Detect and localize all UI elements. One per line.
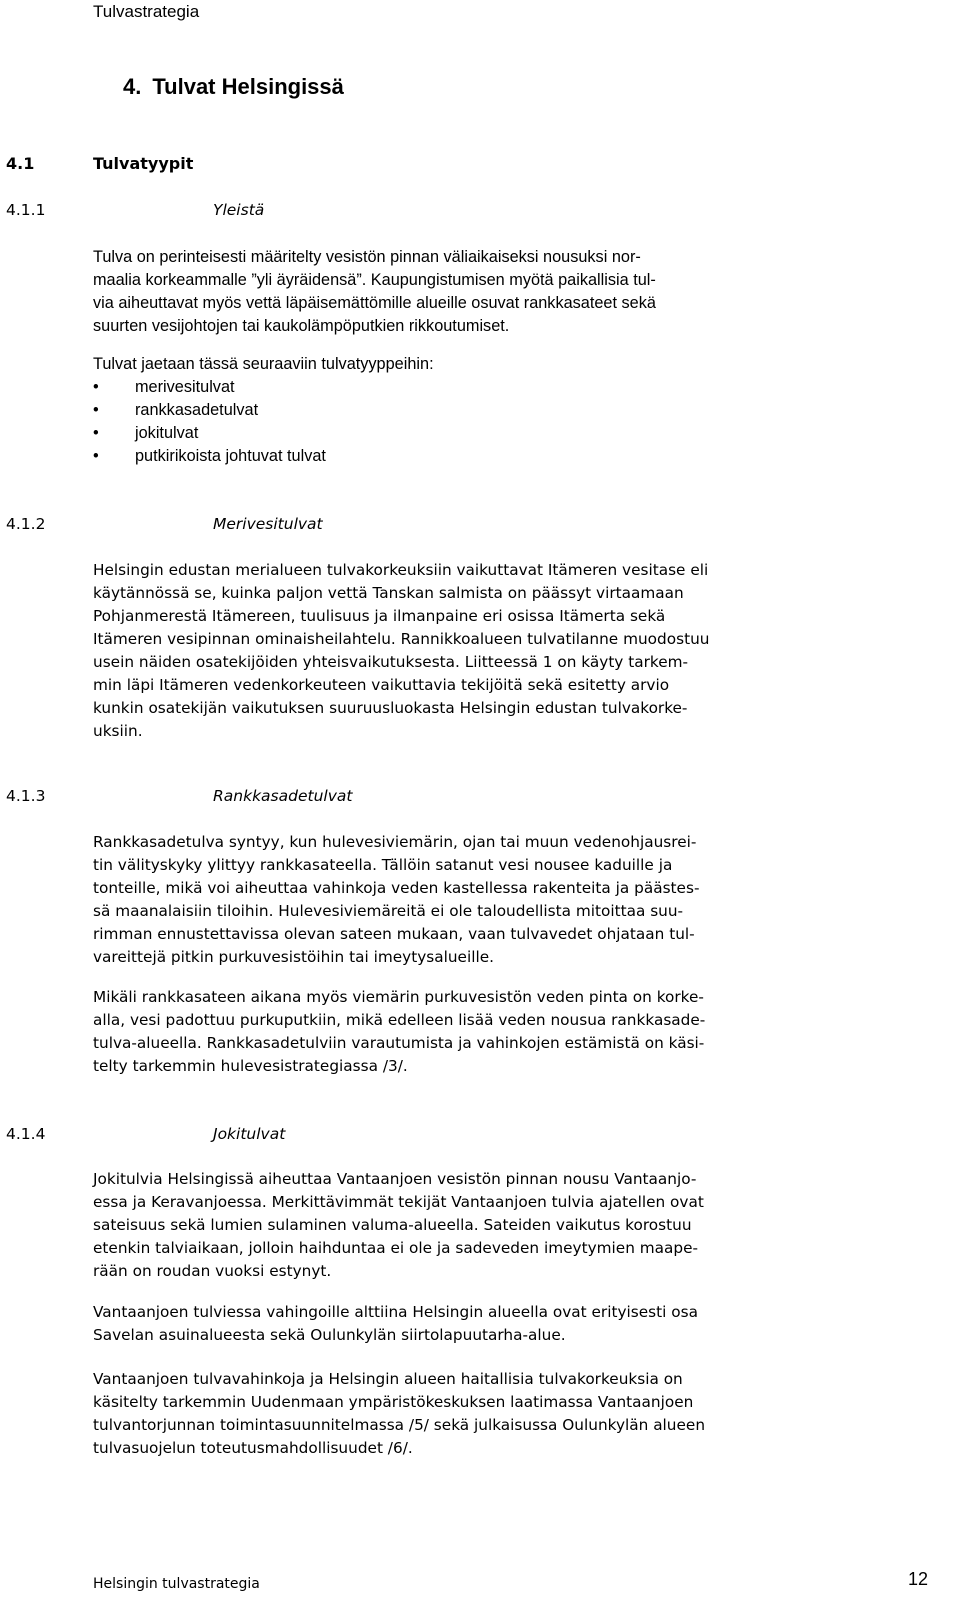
bullet-icon: • [93, 424, 99, 442]
section-title: Tulvatyypit [93, 154, 194, 173]
footer-title: Helsingin tulvastrategia [93, 1576, 260, 1592]
chapter-heading: 4. Tulvat Helsingissä [123, 74, 344, 99]
paragraph: Jokitulvia Helsingissä aiheuttaa Vantaanjoen vesistön pinnan nousu Vantaanjo- essa ja Keravanjoessa. Merkittävimmät tekijät Vantaanjoen tulvia ajatellen ovat sateisuus sekä lumien sulaminen valuma-alueella. Sateiden vaikutus korostuu etenkin talviaikaan, jolloin haihduntaa ei ole ja sadeveden imeytymien maape- rään on roudan vuoksi estynyt. [93, 1170, 704, 1280]
paragraph: Vantaanjoen tulvavahinkoja ja Helsingin alueen haitallisia tulvakorkeuksia on käsitelty tarkemmin Uudenmaan ympäristökeskuksen laatimassa Vantaanjoen tulvantorjunnan toimintasuunnitelmassa /5/ sekä julkaisussa Oulunkylän alueen tulvasuojelun toteutusmahdollisuudet /6/. [93, 1370, 706, 1457]
bullet-icon: • [93, 447, 99, 465]
bullet-icon: • [93, 401, 99, 419]
subsection-title: Rankkasadetulvat [213, 787, 353, 805]
running-header: Tulvastrategia [93, 2, 200, 21]
paragraph: Mikäli rankkasateen aikana myös viemärin purkuvesistön veden pinta on korke- alla, vesi padottuu purkuputkiin, mikä edelleen lisää veden nousua rankkasade- tulva-alueella. Rankkasadetulviin varautumista ja vahinkojen estämistä on käsi- telty tarkemmin hulevesistrategiassa /3/. [93, 988, 706, 1075]
paragraph: Tulva on perinteisesti määritelty vesistön pinnan väliaikaiseksi nousuksi nor- maalia korkeammalle ”yli äyräidensä”. Kaupungistumisen myötä paikallisia tul- via aiheuttavat myös vettä läpäisemättömille alueille osuvat rankkasateet sekä suurten vesijohtojen tai kaukolämpöputkien rikkoutumiset. [93, 248, 656, 335]
section-number: 4.1 [6, 154, 35, 173]
subsection-number: 4.1.2 [6, 515, 46, 533]
subsection-number: 4.1.4 [6, 1125, 46, 1143]
subsection-number: 4.1.1 [6, 201, 46, 219]
paragraph: Vantaanjoen tulviessa vahingoille alttiina Helsingin alueella ovat erityisesti osa Savelan asuinalueesta sekä Oulunkylän siirtolapuutarha-alue. [93, 1303, 698, 1344]
tulvatyypit-list [93, 353, 793, 468]
subsection-title: Merivesitulvat [213, 515, 323, 533]
paragraph: Helsingin edustan merialueen tulvakorkeuksiin vaikuttavat Itämeren vesitase eli käytännössä se, kuinka paljon vettä Tanskan salmista on päässyt virtaamaan Pohjanmerestä Itämereen, tuulisuus ja ilmanpaine eri osissa Itämerta sekä Itämeren vesipinnan ominaisheilahtelu. Rannikkoalueen tulvatilanne muodostuu usein näiden osatekijöiden yhteisvaikutuksesta. Liitteessä 1 on käyty tarkem- min läpi Itämeren vedenkorkeuteen vaikuttavia tekijöitä sekä esitetty arvio kunkin osatekijän vaikutuksen suuruusluokasta Helsingin edustan tulvakorke- uksiin. [93, 561, 710, 740]
list-intro: Tulvat jaetaan tässä seuraaviin tulvatyyppeihin: [93, 355, 434, 373]
bullet-icon: • [93, 378, 99, 396]
subsection-title: Yleistä [213, 201, 265, 219]
list-item: • merivesitulvat [93, 376, 793, 399]
subsection-number: 4.1.3 [6, 787, 46, 805]
paragraph: Rankkasadetulva syntyy, kun hulevesiviemärin, ojan tai muun vedenohjausrei- tin välityskyky ylittyy rankkasateella. Tällöin satanut vesi nousee kaduille ja tonteille, mikä voi aiheuttaa vahinkoja veden kastellessa rakenteita ja päästes- sä maanalaisiin tiloihin. Hulevesiviemäreitä ei ole taloudellista mitoittaa suu- rimman ennustettavissa olevan sateen mukaan, vaan tulvavedet ohjataan tul- vareittejä pitkin purkuvesistöihin tai imeytysalueille. [93, 833, 700, 966]
list-item: • rankkasadetulvat [93, 399, 793, 422]
list-item: • putkirikoista johtuvat tulvat [93, 445, 793, 468]
list-item: • jokitulvat [93, 422, 793, 445]
subsection-title: Jokitulvat [213, 1125, 286, 1143]
page-number: 12 [908, 1569, 929, 1589]
